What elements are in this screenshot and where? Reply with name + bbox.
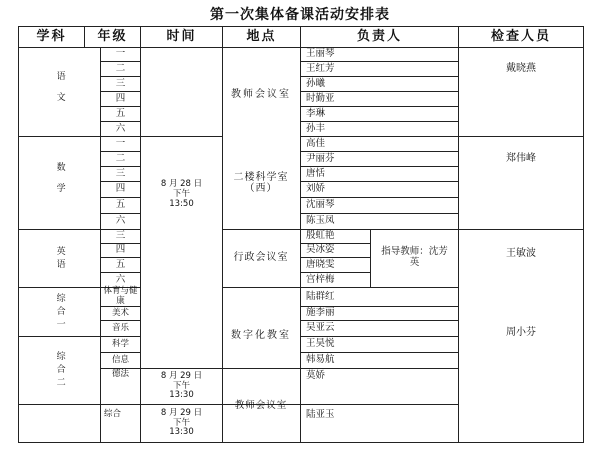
- grade-cell: 六: [115, 122, 126, 134]
- guide-teacher: 指导教师：沈芳英: [381, 246, 448, 268]
- grade-cell: 六: [115, 273, 126, 285]
- grade-cell: 五: [115, 107, 126, 119]
- owner-cell: 吴亚云: [306, 322, 335, 334]
- grade-cell: 美术: [111, 307, 129, 318]
- subject-chinese: 语文: [54, 71, 65, 113]
- owner-cell: 莫娇: [306, 370, 326, 382]
- time-block-2: [141, 369, 222, 404]
- subject-math: 数学: [54, 162, 65, 204]
- owner-cell: 韩易航: [306, 354, 335, 366]
- owner-cell: 唐晓雯: [306, 258, 335, 270]
- owner-cell: 孙丰: [306, 122, 326, 134]
- owner-cell: 陆群红: [306, 290, 335, 302]
- grade-cell: 信息: [111, 354, 129, 365]
- grade-cell: 二: [115, 152, 126, 164]
- header-grade: 年级: [97, 28, 128, 44]
- time-clock: 13:50: [169, 198, 194, 209]
- place-cell: 二楼科学室（西）: [233, 171, 289, 194]
- owner-cell: 尹丽芬: [306, 152, 335, 164]
- owner-cell: 殷虹艳: [306, 230, 335, 242]
- grade-cell: 三: [115, 77, 126, 89]
- owner-cell: 王昊悦: [306, 338, 335, 350]
- place-cell: 教师会议室: [234, 399, 288, 411]
- header-subject: 学科: [36, 28, 67, 44]
- owner-cell: 陈玉凤: [306, 215, 335, 227]
- owner-cell: 高佳: [306, 137, 326, 149]
- time-block-1: [141, 175, 222, 215]
- owner-cell: 施李丽: [306, 307, 335, 319]
- owner-cell: 王红芳: [306, 62, 335, 74]
- grade-cell: 体育与健康: [103, 286, 138, 306]
- header-place: 地点: [246, 28, 277, 44]
- owner-cell: 唐恬: [306, 167, 326, 179]
- owner-cell: 吴冰姿: [306, 244, 335, 256]
- grade-cell: 四: [115, 92, 126, 104]
- page-title: 第一次集体备课活动安排表: [210, 7, 390, 23]
- place-cell: 行政会议室: [233, 252, 289, 264]
- owner-cell: 沈丽琴: [306, 199, 335, 211]
- grade-cell: 五: [115, 199, 126, 211]
- checker-cell: 周小芬: [506, 327, 536, 339]
- time-date: 8 月 28 日: [160, 179, 203, 190]
- grade-cell: 一: [115, 48, 126, 60]
- grade-cell: 三: [115, 230, 126, 242]
- time-period: 下午: [172, 189, 190, 200]
- owner-cell: 陆亚玉: [306, 408, 335, 420]
- grade-cell: 综合: [103, 409, 121, 420]
- time-date: 8 月 29 日: [160, 407, 203, 418]
- grade-cell: 五: [115, 258, 126, 270]
- grade-cell: 六: [115, 215, 126, 227]
- grade-cell: 一: [115, 137, 126, 149]
- grade-cell: 二: [115, 62, 126, 74]
- checker-cell: 王敏波: [506, 248, 536, 260]
- subject-combo2: 综合二: [54, 351, 65, 390]
- grade-cell: 四: [115, 183, 126, 195]
- owner-cell: 王丽琴: [306, 48, 335, 60]
- owner-cell: 李琳: [306, 107, 326, 119]
- subject-combo1: 综合一: [54, 292, 65, 332]
- owner-cell: 孙曦: [306, 77, 326, 89]
- place-cell: 数字化教室: [231, 330, 291, 342]
- time-period: 下午: [172, 380, 190, 391]
- time-clock: 13:30: [169, 390, 194, 401]
- time-period: 下午: [172, 417, 190, 428]
- time-clock: 13:30: [169, 427, 194, 438]
- header-time: 时间: [166, 28, 197, 44]
- subject-english: 英语: [54, 245, 65, 272]
- grade-cell: 科学: [111, 338, 129, 349]
- place-cell: 教师会议室: [231, 89, 291, 101]
- header-owner: 负责人: [356, 28, 402, 44]
- grade-cell: 德法: [111, 369, 129, 379]
- header-checker: 检查人员: [490, 28, 551, 44]
- owner-cell: 宫梓梅: [306, 273, 335, 285]
- owner-cell: 刘娇: [306, 183, 326, 195]
- checker-cell: 郑伟峰: [506, 153, 536, 165]
- time-block-3: [141, 405, 222, 442]
- owner-cell: 时勤亚: [306, 92, 335, 104]
- checker-cell: 戴晓燕: [506, 63, 536, 75]
- time-date: 8 月 29 日: [160, 370, 203, 381]
- grade-cell: 三: [115, 167, 126, 179]
- grade-cell: 音乐: [111, 322, 129, 333]
- grade-cell: 四: [115, 244, 126, 256]
